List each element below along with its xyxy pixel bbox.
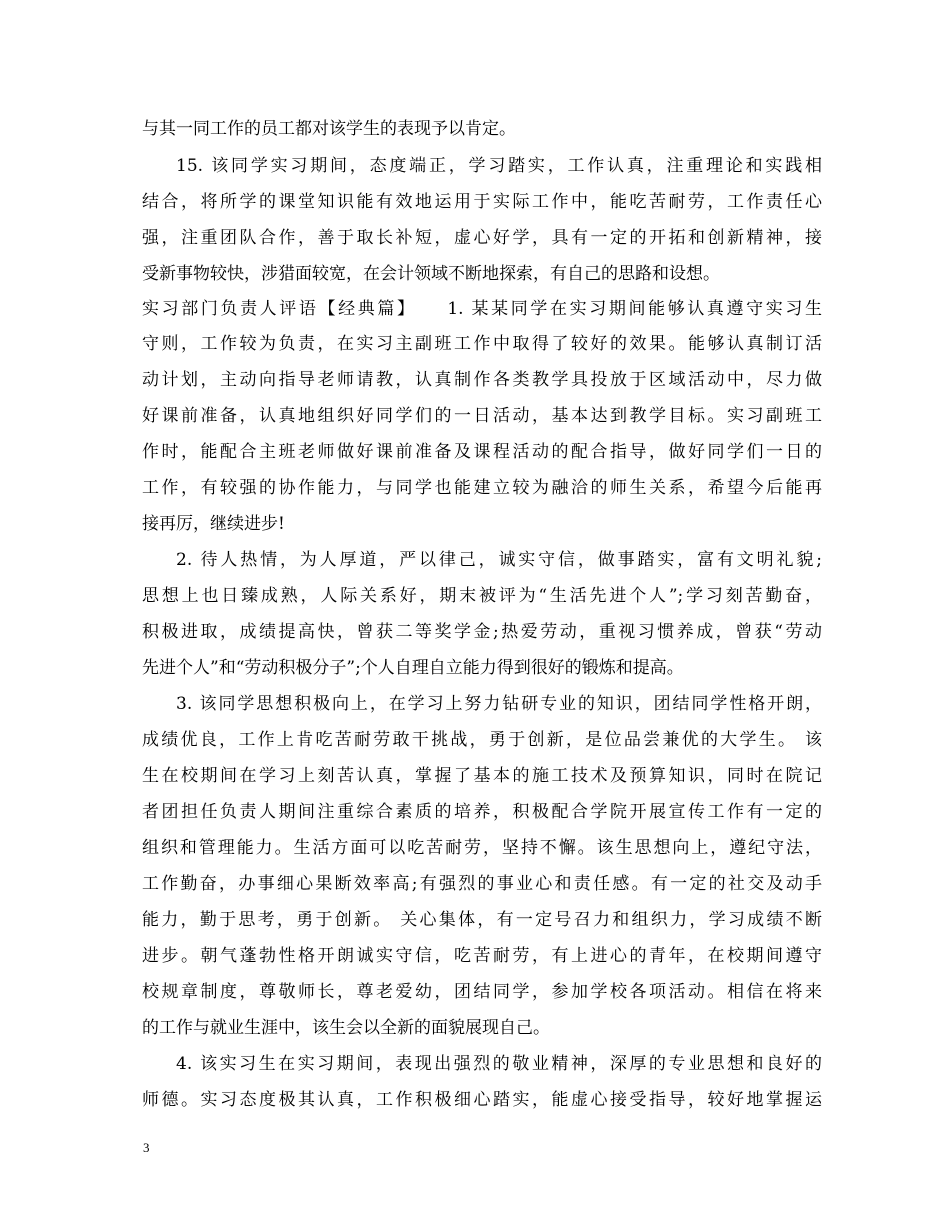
- text-line: 好课前准备，认真地组织好同学们的一日活动，基本达到教学目标。实习副班工: [142, 406, 822, 426]
- text-line: 受新事物较快，涉猎面较宽，在会计领域不断地探索，有自己的思路和设想。: [142, 264, 720, 284]
- text-line: 结合，将所学的课堂知识能有效地运用于实际工作中，能吃苦耐劳，工作责任心: [142, 192, 822, 212]
- text-line: 3. 该同学思想积极向上，在学习上努力钻研专业的知识，团结同学性格开朗，: [176, 694, 822, 714]
- text-line: 接再厉，继续进步!: [142, 514, 285, 534]
- text-line: 守则，工作较为负责，在实习主副班工作中取得了较好的效果。能够认真制订活: [142, 334, 822, 354]
- text-line: 进步。朝气蓬勃性格开朗诚实守信，吃苦耐劳，有上进心的青年，在校期间遵守: [142, 946, 822, 966]
- text-line: 校规章制度，尊敬师长，尊老爱幼，团结同学，参加学校各项活动。相信在将来: [142, 982, 822, 1002]
- text-line: 工作，有较强的协作能力，与同学也能建立较为融洽的师生关系，希望今后能再: [142, 478, 822, 498]
- text-line: 与其一同工作的员工都对该学生的表现予以肯定。: [142, 119, 516, 139]
- text-line: 积极进取，成绩提高快，曾获二等奖学金;热爱劳动，重视习惯养成，曾获“劳动: [142, 622, 822, 642]
- text-line: 先进个人”和“劳动积极分子”;个人自理自立能力得到很好的锻炼和提高。: [142, 658, 684, 678]
- text-line: 15. 该同学实习期间，态度端正，学习踏实，工作认真，注重理论和实践相: [176, 156, 822, 176]
- text-line: 作时，能配合主班老师做好课前准备及课程活动的配合指导，做好同学们一日的: [142, 442, 822, 462]
- page-number: 3: [143, 1140, 150, 1155]
- text-line: 工作勤奋，办事细心果断效率高;有强烈的事业心和责任感。有一定的社交及动手: [142, 874, 822, 894]
- text-line: 师德。实习态度极其认真，工作积极细心踏实，能虚心接受指导，较好地掌握运: [142, 1090, 822, 1110]
- text-line: 实习部门负责人评语【经典篇】 1. 某某同学在实习期间能够认真遵守实习生: [142, 299, 822, 319]
- text-line: 2. 待人热情，为人厚道，严以律己，诚实守信，做事踏实，富有文明礼貌;: [176, 550, 822, 570]
- text-line: 组织和管理能力。生活方面可以吃苦耐劳，坚持不懈。该生思想向上，遵纪守法，: [142, 838, 822, 858]
- text-line: 者团担任负责人期间注重综合素质的培养，积极配合学院开展宣传工作有一定的: [142, 802, 822, 822]
- text-line: 的工作与就业生涯中，该生会以全新的面貌展现自己。: [142, 1018, 550, 1038]
- text-line: 4. 该实习生在实习期间，表现出强烈的敬业精神，深厚的专业思想和良好的: [176, 1054, 822, 1074]
- text-line: 动计划，主动向指导老师请教，认真制作各类教学具投放于区域活动中，尽力做: [142, 370, 822, 390]
- text-line: 思想上也日臻成熟，人际关系好，期末被评为“生活先进个人”;学习刻苦勤奋，: [142, 586, 822, 606]
- text-line: 生在校期间在学习上刻苦认真，掌握了基本的施工技术及预算知识，同时在院记: [142, 766, 822, 786]
- text-line: 能力，勤于思考，勇于创新。 关心集体，有一定号召力和组织力，学习成绩不断: [142, 910, 822, 930]
- text-line: 强，注重团队合作，善于取长补短，虚心好学，具有一定的开拓和创新精神，接: [142, 228, 822, 248]
- text-line: 成绩优良，工作上肯吃苦耐劳敢干挑战，勇于创新，是位品尝兼优的大学生。 该: [142, 730, 822, 750]
